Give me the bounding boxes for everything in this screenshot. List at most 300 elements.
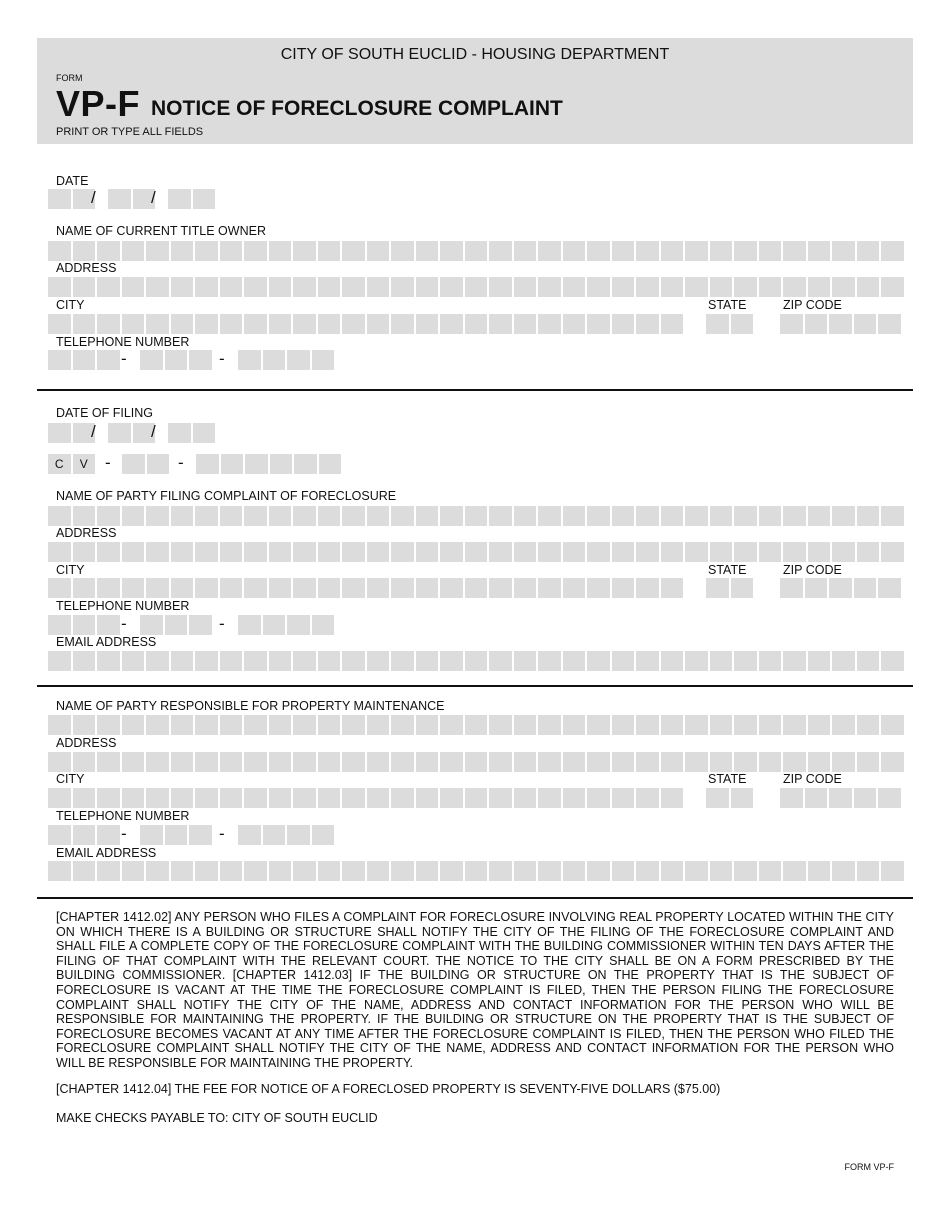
character-box[interactable] (661, 277, 684, 297)
character-box[interactable] (416, 314, 439, 334)
character-box[interactable] (269, 277, 292, 297)
character-box[interactable] (195, 506, 218, 526)
character-box[interactable] (195, 542, 218, 562)
character-box[interactable] (514, 241, 537, 261)
character-box[interactable] (171, 542, 194, 562)
character-box[interactable] (416, 651, 439, 671)
character-box[interactable] (465, 861, 488, 881)
character-box[interactable] (538, 241, 561, 261)
character-box[interactable] (270, 454, 293, 474)
character-box[interactable] (857, 651, 880, 671)
character-box[interactable] (171, 788, 194, 808)
character-box[interactable] (465, 241, 488, 261)
character-box[interactable] (587, 651, 610, 671)
character-box[interactable] (195, 752, 218, 772)
case-year-field[interactable] (122, 454, 169, 474)
character-box[interactable] (514, 314, 537, 334)
owner-address-field[interactable] (48, 277, 904, 297)
character-box[interactable] (196, 454, 219, 474)
character-box[interactable] (244, 861, 267, 881)
maintenance-zip-field[interactable] (780, 788, 901, 808)
character-box[interactable] (538, 651, 561, 671)
character-box[interactable] (221, 454, 244, 474)
character-box[interactable] (220, 715, 243, 735)
character-box[interactable] (710, 542, 733, 562)
character-box[interactable] (220, 788, 243, 808)
character-box[interactable] (108, 423, 131, 443)
maintenance-city-field[interactable] (48, 788, 683, 808)
owner-phone-line-field[interactable] (238, 350, 334, 370)
character-box[interactable] (245, 454, 268, 474)
character-box[interactable] (489, 277, 512, 297)
maintenance-party-field[interactable] (48, 715, 904, 735)
character-box[interactable] (263, 615, 286, 635)
character-box[interactable] (146, 542, 169, 562)
character-box[interactable] (465, 542, 488, 562)
character-box[interactable] (489, 715, 512, 735)
character-box[interactable] (661, 752, 684, 772)
character-box[interactable] (538, 314, 561, 334)
character-box[interactable] (783, 752, 806, 772)
character-box[interactable] (146, 715, 169, 735)
character-box[interactable] (661, 314, 684, 334)
character-box[interactable] (244, 506, 267, 526)
character-box[interactable] (171, 715, 194, 735)
character-box[interactable] (244, 314, 267, 334)
character-box[interactable] (832, 241, 855, 261)
character-box[interactable] (465, 651, 488, 671)
character-box[interactable] (238, 825, 261, 845)
character-box[interactable] (857, 861, 880, 881)
character-box[interactable] (563, 542, 586, 562)
character-box[interactable] (122, 752, 145, 772)
character-box[interactable] (318, 752, 341, 772)
character-box[interactable] (73, 615, 96, 635)
character-box[interactable] (854, 578, 877, 598)
character-box[interactable] (636, 314, 659, 334)
character-box[interactable] (293, 506, 316, 526)
character-box[interactable] (220, 542, 243, 562)
character-box[interactable] (636, 651, 659, 671)
character-box[interactable] (97, 350, 120, 370)
character-box[interactable] (367, 542, 390, 562)
character-box[interactable] (367, 277, 390, 297)
character-box[interactable] (416, 578, 439, 598)
character-box[interactable] (342, 861, 365, 881)
maintenance-state-field[interactable] (706, 788, 753, 808)
character-box[interactable] (881, 277, 904, 297)
character-box[interactable] (342, 788, 365, 808)
character-box[interactable] (514, 277, 537, 297)
character-box[interactable] (612, 788, 635, 808)
filing-month-field[interactable] (48, 423, 95, 443)
character-box[interactable] (244, 715, 267, 735)
character-box[interactable] (319, 454, 342, 474)
character-box[interactable] (97, 578, 120, 598)
character-box[interactable] (318, 241, 341, 261)
character-box[interactable] (685, 752, 708, 772)
date-month-field[interactable] (48, 189, 95, 209)
character-box[interactable] (857, 506, 880, 526)
character-box[interactable] (171, 241, 194, 261)
character-box[interactable] (514, 651, 537, 671)
character-box[interactable] (195, 578, 218, 598)
character-box[interactable] (661, 241, 684, 261)
character-box[interactable] (108, 189, 131, 209)
character-box[interactable] (514, 715, 537, 735)
character-box[interactable] (48, 651, 71, 671)
character-box[interactable] (489, 542, 512, 562)
character-box[interactable] (808, 715, 831, 735)
character-box[interactable] (293, 241, 316, 261)
character-box[interactable] (97, 506, 120, 526)
character-box[interactable] (685, 542, 708, 562)
character-box[interactable] (97, 861, 120, 881)
character-box[interactable] (48, 578, 71, 598)
character-box[interactable] (195, 314, 218, 334)
character-box[interactable] (244, 542, 267, 562)
character-box[interactable] (685, 506, 708, 526)
character-box[interactable] (440, 752, 463, 772)
character-box[interactable] (661, 651, 684, 671)
character-box[interactable] (538, 277, 561, 297)
character-box[interactable] (140, 615, 163, 635)
character-box[interactable] (367, 314, 390, 334)
character-box[interactable] (612, 542, 635, 562)
character-box[interactable] (416, 542, 439, 562)
character-box[interactable] (171, 861, 194, 881)
character-box[interactable] (97, 788, 120, 808)
character-box[interactable] (220, 314, 243, 334)
character-box[interactable] (287, 825, 310, 845)
character-box[interactable] (146, 861, 169, 881)
character-box[interactable] (832, 542, 855, 562)
character-box[interactable] (489, 752, 512, 772)
maintenance-phone-area-field[interactable] (48, 825, 120, 845)
character-box[interactable] (318, 715, 341, 735)
character-box[interactable] (193, 189, 216, 209)
character-box[interactable] (881, 752, 904, 772)
filing-address-field[interactable] (48, 542, 904, 562)
character-box[interactable] (440, 715, 463, 735)
filing-day-field[interactable] (108, 423, 155, 443)
character-box[interactable] (563, 861, 586, 881)
character-box[interactable] (710, 506, 733, 526)
character-box[interactable] (808, 651, 831, 671)
filing-phone-line-field[interactable] (238, 615, 334, 635)
character-box[interactable] (808, 861, 831, 881)
character-box[interactable] (706, 314, 729, 334)
character-box[interactable] (269, 241, 292, 261)
filing-zip-field[interactable] (780, 578, 901, 598)
character-box[interactable] (685, 651, 708, 671)
owner-zip-field[interactable] (780, 314, 901, 334)
character-box[interactable] (832, 715, 855, 735)
character-box[interactable] (220, 506, 243, 526)
character-box[interactable] (489, 241, 512, 261)
character-box[interactable] (220, 752, 243, 772)
character-box[interactable] (97, 241, 120, 261)
character-box[interactable] (416, 241, 439, 261)
character-box[interactable] (587, 752, 610, 772)
character-box[interactable] (140, 825, 163, 845)
character-box[interactable] (440, 277, 463, 297)
character-box[interactable] (612, 651, 635, 671)
character-box[interactable] (244, 578, 267, 598)
character-box[interactable] (73, 752, 96, 772)
character-box[interactable] (734, 651, 757, 671)
character-box[interactable] (759, 651, 782, 671)
character-box[interactable] (342, 752, 365, 772)
owner-city-field[interactable] (48, 314, 683, 334)
character-box[interactable] (587, 277, 610, 297)
character-box[interactable] (612, 861, 635, 881)
character-box[interactable] (48, 314, 71, 334)
character-box[interactable] (367, 506, 390, 526)
character-box[interactable] (661, 788, 684, 808)
character-box[interactable] (808, 277, 831, 297)
character-box[interactable] (734, 542, 757, 562)
character-box[interactable] (165, 350, 188, 370)
character-box[interactable] (165, 825, 188, 845)
character-box[interactable] (367, 241, 390, 261)
character-box[interactable] (122, 651, 145, 671)
character-box[interactable] (318, 651, 341, 671)
character-box[interactable] (805, 578, 828, 598)
character-box[interactable] (440, 861, 463, 881)
character-box[interactable] (342, 542, 365, 562)
character-box[interactable] (587, 578, 610, 598)
character-box[interactable] (287, 350, 310, 370)
character-box[interactable] (710, 752, 733, 772)
character-box[interactable] (269, 506, 292, 526)
character-box[interactable] (122, 277, 145, 297)
character-box[interactable] (168, 423, 191, 443)
character-box[interactable] (391, 715, 414, 735)
character-box[interactable] (731, 788, 754, 808)
character-box[interactable] (195, 788, 218, 808)
character-box[interactable] (829, 578, 852, 598)
character-box[interactable] (440, 578, 463, 598)
character-box[interactable] (195, 277, 218, 297)
character-box[interactable] (122, 506, 145, 526)
character-box[interactable] (636, 861, 659, 881)
character-box[interactable] (193, 423, 216, 443)
character-box[interactable] (440, 542, 463, 562)
character-box[interactable] (48, 825, 71, 845)
character-box[interactable] (440, 241, 463, 261)
case-number-field[interactable] (196, 454, 341, 474)
character-box[interactable] (731, 578, 754, 598)
character-box[interactable] (685, 715, 708, 735)
character-box[interactable] (878, 578, 901, 598)
character-box[interactable] (269, 752, 292, 772)
character-box[interactable] (514, 752, 537, 772)
character-box[interactable] (881, 241, 904, 261)
character-box[interactable] (661, 506, 684, 526)
character-box[interactable] (832, 861, 855, 881)
character-box[interactable] (854, 314, 877, 334)
character-box[interactable] (293, 861, 316, 881)
character-box[interactable] (195, 715, 218, 735)
character-box[interactable] (293, 578, 316, 598)
character-box[interactable] (367, 752, 390, 772)
character-box[interactable] (808, 506, 831, 526)
character-box[interactable] (293, 715, 316, 735)
owner-name-field[interactable] (48, 241, 904, 261)
character-box[interactable] (734, 715, 757, 735)
character-box[interactable] (734, 752, 757, 772)
character-box[interactable] (97, 277, 120, 297)
character-box[interactable] (391, 241, 414, 261)
date-year-field[interactable] (168, 189, 215, 209)
character-box[interactable] (122, 715, 145, 735)
character-box[interactable] (367, 651, 390, 671)
character-box[interactable] (73, 825, 96, 845)
character-box[interactable] (244, 241, 267, 261)
character-box[interactable] (563, 506, 586, 526)
character-box[interactable] (269, 861, 292, 881)
character-box[interactable] (538, 788, 561, 808)
character-box[interactable] (238, 615, 261, 635)
character-box[interactable] (440, 506, 463, 526)
character-box[interactable] (563, 578, 586, 598)
filing-phone-prefix-field[interactable] (140, 615, 212, 635)
character-box[interactable] (147, 454, 170, 474)
character-box[interactable] (881, 651, 904, 671)
maintenance-email-field[interactable] (48, 861, 904, 881)
character-box[interactable] (318, 542, 341, 562)
character-box[interactable] (73, 314, 96, 334)
character-box[interactable] (563, 715, 586, 735)
character-box[interactable] (465, 715, 488, 735)
character-box[interactable] (269, 715, 292, 735)
character-box[interactable] (122, 578, 145, 598)
character-box[interactable] (48, 423, 71, 443)
character-box[interactable] (146, 651, 169, 671)
character-box[interactable] (465, 506, 488, 526)
character-box[interactable] (783, 542, 806, 562)
character-box[interactable] (759, 241, 782, 261)
character-box[interactable] (97, 715, 120, 735)
character-box[interactable] (731, 314, 754, 334)
character-box[interactable] (189, 825, 212, 845)
character-box[interactable] (685, 241, 708, 261)
character-box[interactable] (342, 314, 365, 334)
character-box[interactable] (829, 314, 852, 334)
character-box[interactable] (538, 752, 561, 772)
character-box[interactable] (171, 578, 194, 598)
character-box[interactable] (612, 277, 635, 297)
character-box[interactable] (97, 651, 120, 671)
character-box[interactable] (367, 715, 390, 735)
character-box[interactable] (783, 715, 806, 735)
filing-state-field[interactable] (706, 578, 753, 598)
character-box[interactable] (808, 542, 831, 562)
character-box[interactable] (706, 578, 729, 598)
character-box[interactable] (881, 715, 904, 735)
character-box[interactable] (805, 314, 828, 334)
character-box[interactable] (391, 314, 414, 334)
character-box[interactable] (146, 752, 169, 772)
character-box[interactable] (312, 615, 335, 635)
character-box[interactable] (416, 715, 439, 735)
character-box[interactable] (391, 506, 414, 526)
character-box[interactable] (342, 715, 365, 735)
character-box[interactable] (829, 788, 852, 808)
character-box[interactable] (269, 788, 292, 808)
character-box[interactable] (122, 861, 145, 881)
maintenance-phone-prefix-field[interactable] (140, 825, 212, 845)
character-box[interactable] (48, 752, 71, 772)
character-box[interactable] (612, 715, 635, 735)
character-box[interactable] (759, 542, 782, 562)
character-box[interactable] (734, 506, 757, 526)
character-box[interactable] (73, 542, 96, 562)
character-box[interactable] (440, 314, 463, 334)
character-box[interactable] (636, 277, 659, 297)
character-box[interactable] (238, 350, 261, 370)
character-box[interactable] (122, 788, 145, 808)
character-box[interactable] (171, 506, 194, 526)
character-box[interactable] (538, 578, 561, 598)
character-box[interactable] (48, 277, 71, 297)
character-box[interactable] (465, 578, 488, 598)
character-box[interactable] (97, 542, 120, 562)
filing-email-field[interactable] (48, 651, 904, 671)
character-box[interactable] (465, 277, 488, 297)
character-box[interactable] (465, 788, 488, 808)
character-box[interactable] (661, 578, 684, 598)
character-box[interactable] (587, 506, 610, 526)
character-box[interactable] (146, 314, 169, 334)
character-box[interactable] (73, 506, 96, 526)
character-box[interactable] (710, 715, 733, 735)
character-box[interactable] (220, 241, 243, 261)
character-box[interactable] (710, 651, 733, 671)
character-box[interactable] (489, 506, 512, 526)
character-box[interactable] (73, 277, 96, 297)
character-box[interactable] (783, 277, 806, 297)
character-box[interactable] (587, 861, 610, 881)
character-box[interactable] (269, 314, 292, 334)
character-box[interactable] (391, 861, 414, 881)
character-box[interactable] (416, 752, 439, 772)
character-box[interactable] (489, 788, 512, 808)
maintenance-phone-line-field[interactable] (238, 825, 334, 845)
character-box[interactable] (416, 861, 439, 881)
character-box[interactable] (195, 861, 218, 881)
character-box[interactable] (171, 651, 194, 671)
character-box[interactable] (710, 241, 733, 261)
character-box[interactable] (759, 277, 782, 297)
character-box[interactable] (489, 578, 512, 598)
character-box[interactable] (269, 651, 292, 671)
character-box[interactable] (706, 788, 729, 808)
character-box[interactable] (783, 506, 806, 526)
character-box[interactable] (73, 715, 96, 735)
character-box[interactable] (881, 861, 904, 881)
character-box[interactable] (294, 454, 317, 474)
character-box[interactable] (857, 277, 880, 297)
character-box[interactable] (287, 615, 310, 635)
character-box[interactable] (636, 752, 659, 772)
character-box[interactable] (293, 542, 316, 562)
character-box[interactable] (73, 241, 96, 261)
character-box[interactable] (342, 506, 365, 526)
character-box[interactable] (538, 861, 561, 881)
character-box[interactable] (636, 788, 659, 808)
